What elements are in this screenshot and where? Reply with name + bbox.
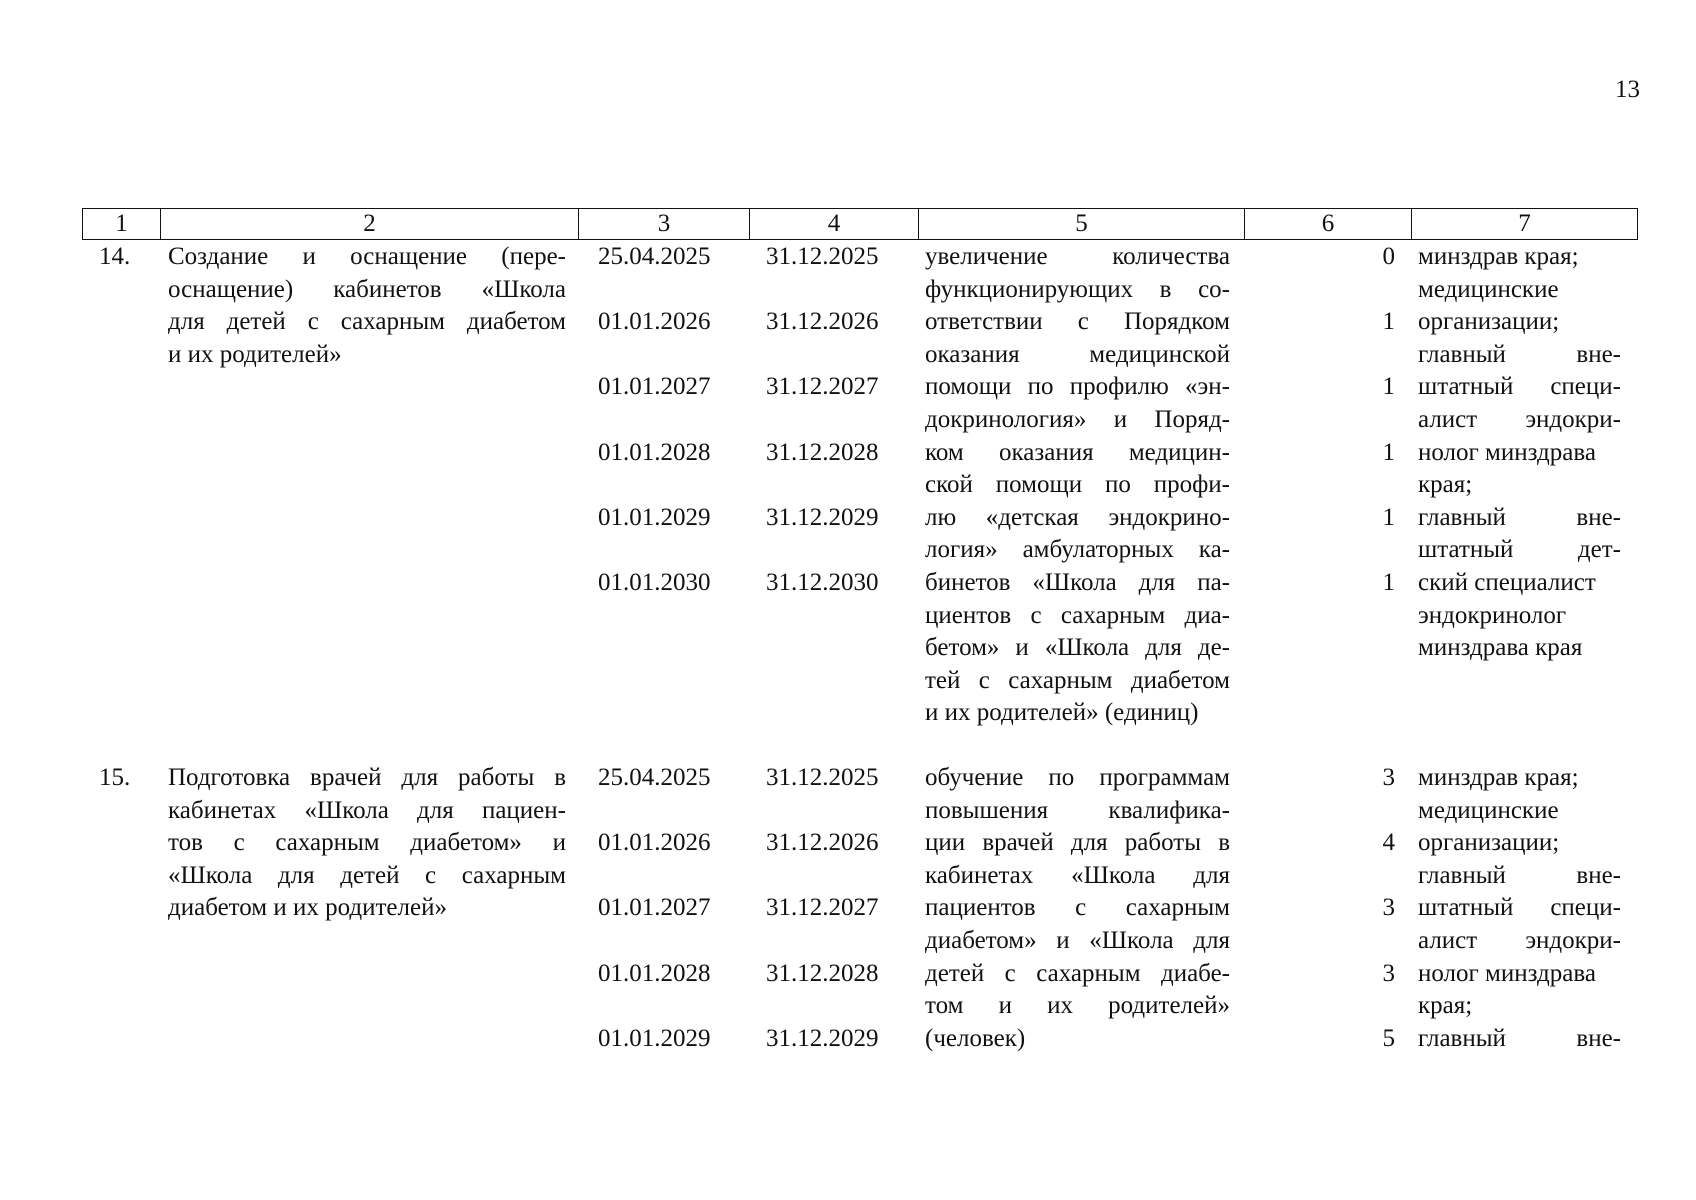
responsible-line: штатный специ- (1418, 894, 1621, 922)
indicator-description-line: диабетом» и «Школа для (925, 927, 1230, 954)
responsible-line: края; (1418, 992, 1473, 1020)
responsible-line: алист эндокри- (1418, 406, 1621, 433)
responsible-line: минздрав края; (1418, 243, 1579, 270)
indicator-description-line: оказания медицинской (925, 340, 1230, 368)
responsible-line: главный вне- (1418, 1024, 1621, 1052)
column-number-4: 4 (750, 209, 919, 240)
responsible-line: минздрава края (1418, 634, 1583, 662)
indicator-value: 1 (1382, 503, 1395, 531)
responsible-line: алист эндокри- (1418, 927, 1621, 954)
indicator-value: 1 (1382, 438, 1395, 466)
end-date: 31.12.2025 (766, 764, 879, 791)
column-number-6: 6 (1245, 209, 1412, 240)
activity-title-line: «Школа для детей с сахарным (168, 861, 566, 889)
start-date: 01.01.2027 (598, 373, 711, 401)
column-number-header (82, 208, 1638, 240)
column-number-2: 2 (161, 209, 579, 240)
activity-title-line: кабинетах «Школа для пациен- (168, 796, 566, 824)
start-date: 01.01.2028 (598, 959, 711, 987)
activity-title-line: Создание и оснащение (пере- (168, 243, 566, 270)
indicator-value: 3 (1382, 959, 1395, 987)
start-date: 01.01.2029 (598, 1024, 711, 1052)
indicator-value: 3 (1382, 764, 1395, 791)
start-date: 01.01.2030 (598, 569, 711, 596)
start-date: 01.01.2028 (598, 438, 711, 466)
responsible-line: минздрав края; (1418, 764, 1579, 791)
indicator-value: 3 (1382, 894, 1395, 922)
page-number: 13 (1615, 76, 1640, 103)
indicator-description-line: помощи по профилю «эн- (925, 373, 1230, 401)
activity-title-line: для детей с сахарным диабетом (168, 308, 566, 336)
indicator-value: 5 (1382, 1024, 1395, 1052)
activity-title-line: диабетом и их родителей» (168, 894, 447, 922)
indicator-description-line: ции врачей для работы в (925, 829, 1230, 857)
indicator-description-line: повышения квалифика- (925, 796, 1230, 824)
responsible-line: организации; (1418, 308, 1560, 336)
responsible-line: медицинские (1418, 796, 1559, 824)
start-date: 01.01.2026 (598, 829, 711, 857)
indicator-description-line: бинетов «Школа для па- (925, 569, 1230, 596)
column-number-3: 3 (579, 209, 750, 240)
responsible-line: нолог минздрава (1418, 438, 1596, 466)
end-date: 31.12.2027 (766, 373, 879, 401)
responsible-line: главный вне- (1418, 503, 1621, 531)
responsible-line: ский специалист (1418, 569, 1596, 596)
column-number-1: 1 (83, 209, 161, 240)
responsible-line: нолог минздрава (1418, 959, 1596, 987)
end-date: 31.12.2027 (766, 894, 879, 922)
responsible-line: главный вне- (1418, 340, 1621, 368)
indicator-description-line: кабинетах «Школа для (925, 861, 1230, 889)
responsible-line: штатный дет- (1418, 536, 1621, 564)
activity-title-line: оснащение) кабинетов «Школа (168, 275, 566, 303)
indicator-value: 1 (1382, 373, 1395, 401)
indicator-description-line: ответствии с Порядком (925, 308, 1230, 336)
indicator-description-line: ком оказания медицин- (925, 438, 1230, 466)
indicator-description-line: докринология» и Поряд- (925, 406, 1230, 433)
start-date: 01.01.2026 (598, 308, 711, 336)
start-date: 01.01.2027 (598, 894, 711, 922)
responsible-line: края; (1418, 471, 1473, 499)
end-date: 31.12.2030 (766, 569, 879, 596)
end-date: 31.12.2026 (766, 308, 879, 336)
indicator-value: 1 (1382, 569, 1395, 596)
indicator-description-line: тей с сахарным диабетом (925, 666, 1230, 694)
indicator-value: 1 (1382, 308, 1395, 336)
indicator-description-line: ской помощи по профи- (925, 471, 1230, 499)
indicator-description-line: пациентов с сахарным (925, 894, 1230, 922)
responsible-line: эндокринолог (1418, 601, 1567, 629)
end-date: 31.12.2026 (766, 829, 879, 857)
start-date: 25.04.2025 (598, 243, 711, 270)
end-date: 31.12.2025 (766, 243, 879, 270)
end-date: 31.12.2028 (766, 438, 879, 466)
end-date: 31.12.2029 (766, 503, 879, 531)
row-number: 14. (99, 243, 131, 270)
indicator-description-line: бетом» и «Школа для де- (925, 634, 1230, 662)
activity-title-line: и их родителей» (168, 340, 342, 368)
row-number: 15. (99, 764, 131, 791)
responsible-line: медицинские (1418, 275, 1559, 303)
indicator-value: 4 (1382, 829, 1395, 857)
indicator-description-line: увеличение количества (925, 243, 1230, 270)
column-number-7: 7 (1412, 209, 1638, 240)
activity-title-line: Подготовка врачей для работы в (168, 764, 566, 791)
responsible-line: организации; (1418, 829, 1560, 857)
start-date: 01.01.2029 (598, 503, 711, 531)
indicator-description-line: логия» амбулаторных ка- (925, 536, 1230, 564)
indicator-description-line: детей с сахарным диабе- (925, 959, 1230, 987)
responsible-line: главный вне- (1418, 861, 1621, 889)
end-date: 31.12.2028 (766, 959, 879, 987)
indicator-description-line: (человек) (925, 1024, 1026, 1052)
indicator-description-line: и их родителей» (единиц) (925, 699, 1199, 727)
indicator-description-line: том и их родителей» (925, 992, 1230, 1020)
indicator-description-line: лю «детская эндокрино- (925, 503, 1230, 531)
start-date: 25.04.2025 (598, 764, 711, 791)
indicator-value: 0 (1382, 243, 1395, 270)
indicator-description-line: функционирующих в со- (925, 275, 1230, 303)
column-number-5: 5 (919, 209, 1245, 240)
responsible-line: штатный специ- (1418, 373, 1621, 401)
end-date: 31.12.2029 (766, 1024, 879, 1052)
activity-title-line: тов с сахарным диабетом» и (168, 829, 566, 857)
indicator-description-line: циентов с сахарным диа- (925, 601, 1230, 629)
indicator-description-line: обучение по программам (925, 764, 1230, 791)
